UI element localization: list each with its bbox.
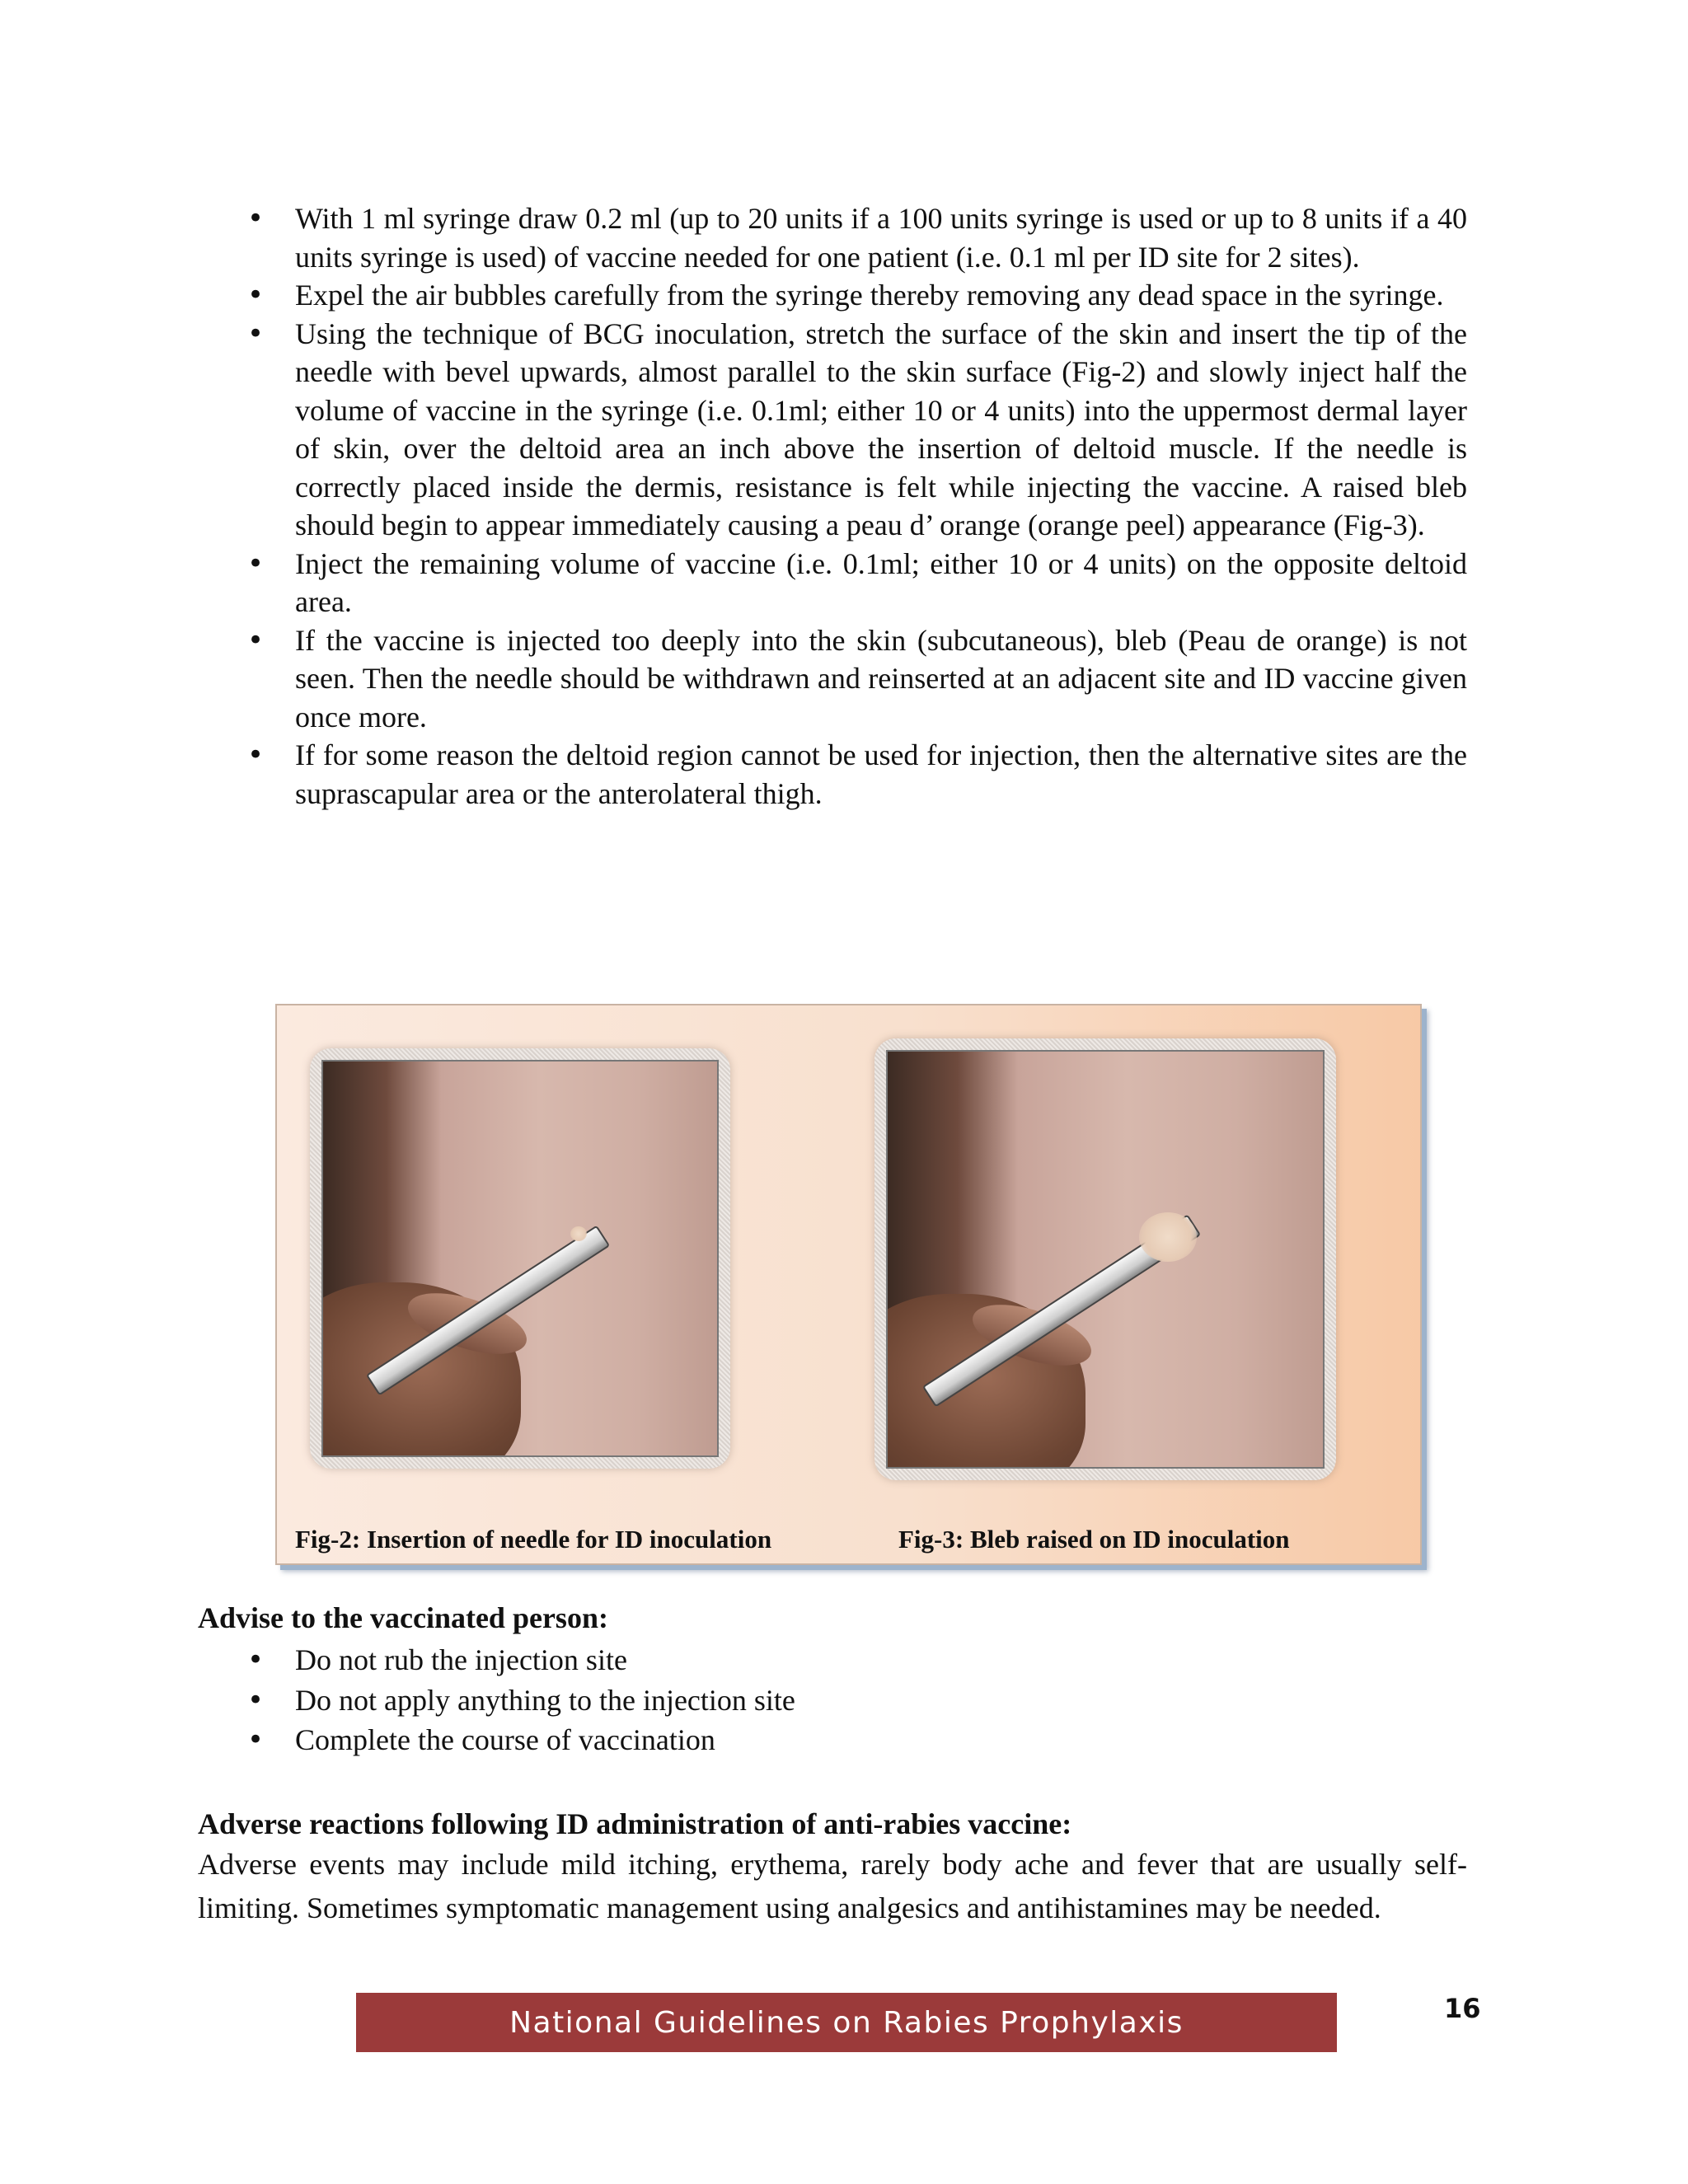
advise-list bbox=[247, 1640, 795, 1760]
adverse-heading: Adverse reactions following ID administration of anti-rabies vaccine: bbox=[198, 1807, 1072, 1840]
procedure-bullet: • Inject the remaining volume of vaccine (i.e. 0.1ml; either 10 or 4 units) on the opposite deltoid area. bbox=[247, 545, 1467, 621]
fig2-caption: Fig-2: Insertion of needle for ID inoculation bbox=[295, 1525, 772, 1554]
fig3-photo-bleb-raised bbox=[886, 1050, 1325, 1469]
procedure-bullet: • Using the technique of BCG inoculation, stretch the surface of the skin and insert the tip of the needle with bevel upwards, almost parallel to the skin surface (Fig-2) and slowly inject half the volume of vaccine in the syringe (i.e. 0.1ml; either 10 or 4 units) into the uppermost dermal layer of skin, over the deltoid area an inch above the insertion of deltoid muscle. If the needle is correctly placed inside the dermis, resistance is felt while injecting the vaccine. A raised bleb should begin to appear immediately causing a peau d’ orange (orange peel) appearance (Fig-3). bbox=[247, 315, 1467, 545]
page-number: 16 bbox=[1444, 1993, 1481, 2024]
advise-item: • Do not rub the injection site bbox=[247, 1640, 795, 1680]
procedure-bullet: • With 1 ml syringe draw 0.2 ml (up to 20 units if a 100 units syringe is used or up to 8 units if a 40 units syringe is used) of vaccine needed for one patient (i.e. 0.1 ml per ID site for 2 sites). bbox=[247, 199, 1467, 276]
advise-heading: Advise to the vaccinated person: bbox=[198, 1601, 608, 1634]
procedure-bullet: • If for some reason the deltoid region cannot be used for injection, then the alternative sites are the suprascapular area or the anterolateral thigh. bbox=[247, 736, 1467, 813]
footer-title-band bbox=[356, 1993, 1337, 2052]
fig2-photo-needle-insertion bbox=[321, 1060, 719, 1457]
adverse-paragraph: Adverse events may include mild itching, erythema, rarely body ache and fever that are usually self-limiting. Sometimes symptomatic management using analgesics and antihistamines may be needed. bbox=[198, 1848, 1467, 1924]
fig3-photo-frame bbox=[874, 1038, 1336, 1480]
fig2-photo-frame bbox=[310, 1048, 730, 1469]
footer-title: National Guidelines on Rabies Prophylaxis bbox=[509, 2005, 1184, 2040]
advise-item: • Do not apply anything to the injection site bbox=[247, 1680, 795, 1721]
procedure-bullet: • If the vaccine is injected too deeply into the skin (subcutaneous), bleb (Peau de orange) is not seen. Then the needle should be withdrawn and reinserted at an adjacent site and ID vaccine given once more. bbox=[247, 621, 1467, 737]
procedure-bullet-list bbox=[247, 199, 1467, 813]
fig3-caption: Fig-3: Bleb raised on ID inoculation bbox=[898, 1525, 1290, 1554]
procedure-bullet: • Expel the air bubbles carefully from the syringe thereby removing any dead space in the syringe. bbox=[247, 276, 1467, 315]
figure-panel bbox=[275, 1004, 1422, 1565]
advise-item: • Complete the course of vaccination bbox=[247, 1720, 795, 1760]
